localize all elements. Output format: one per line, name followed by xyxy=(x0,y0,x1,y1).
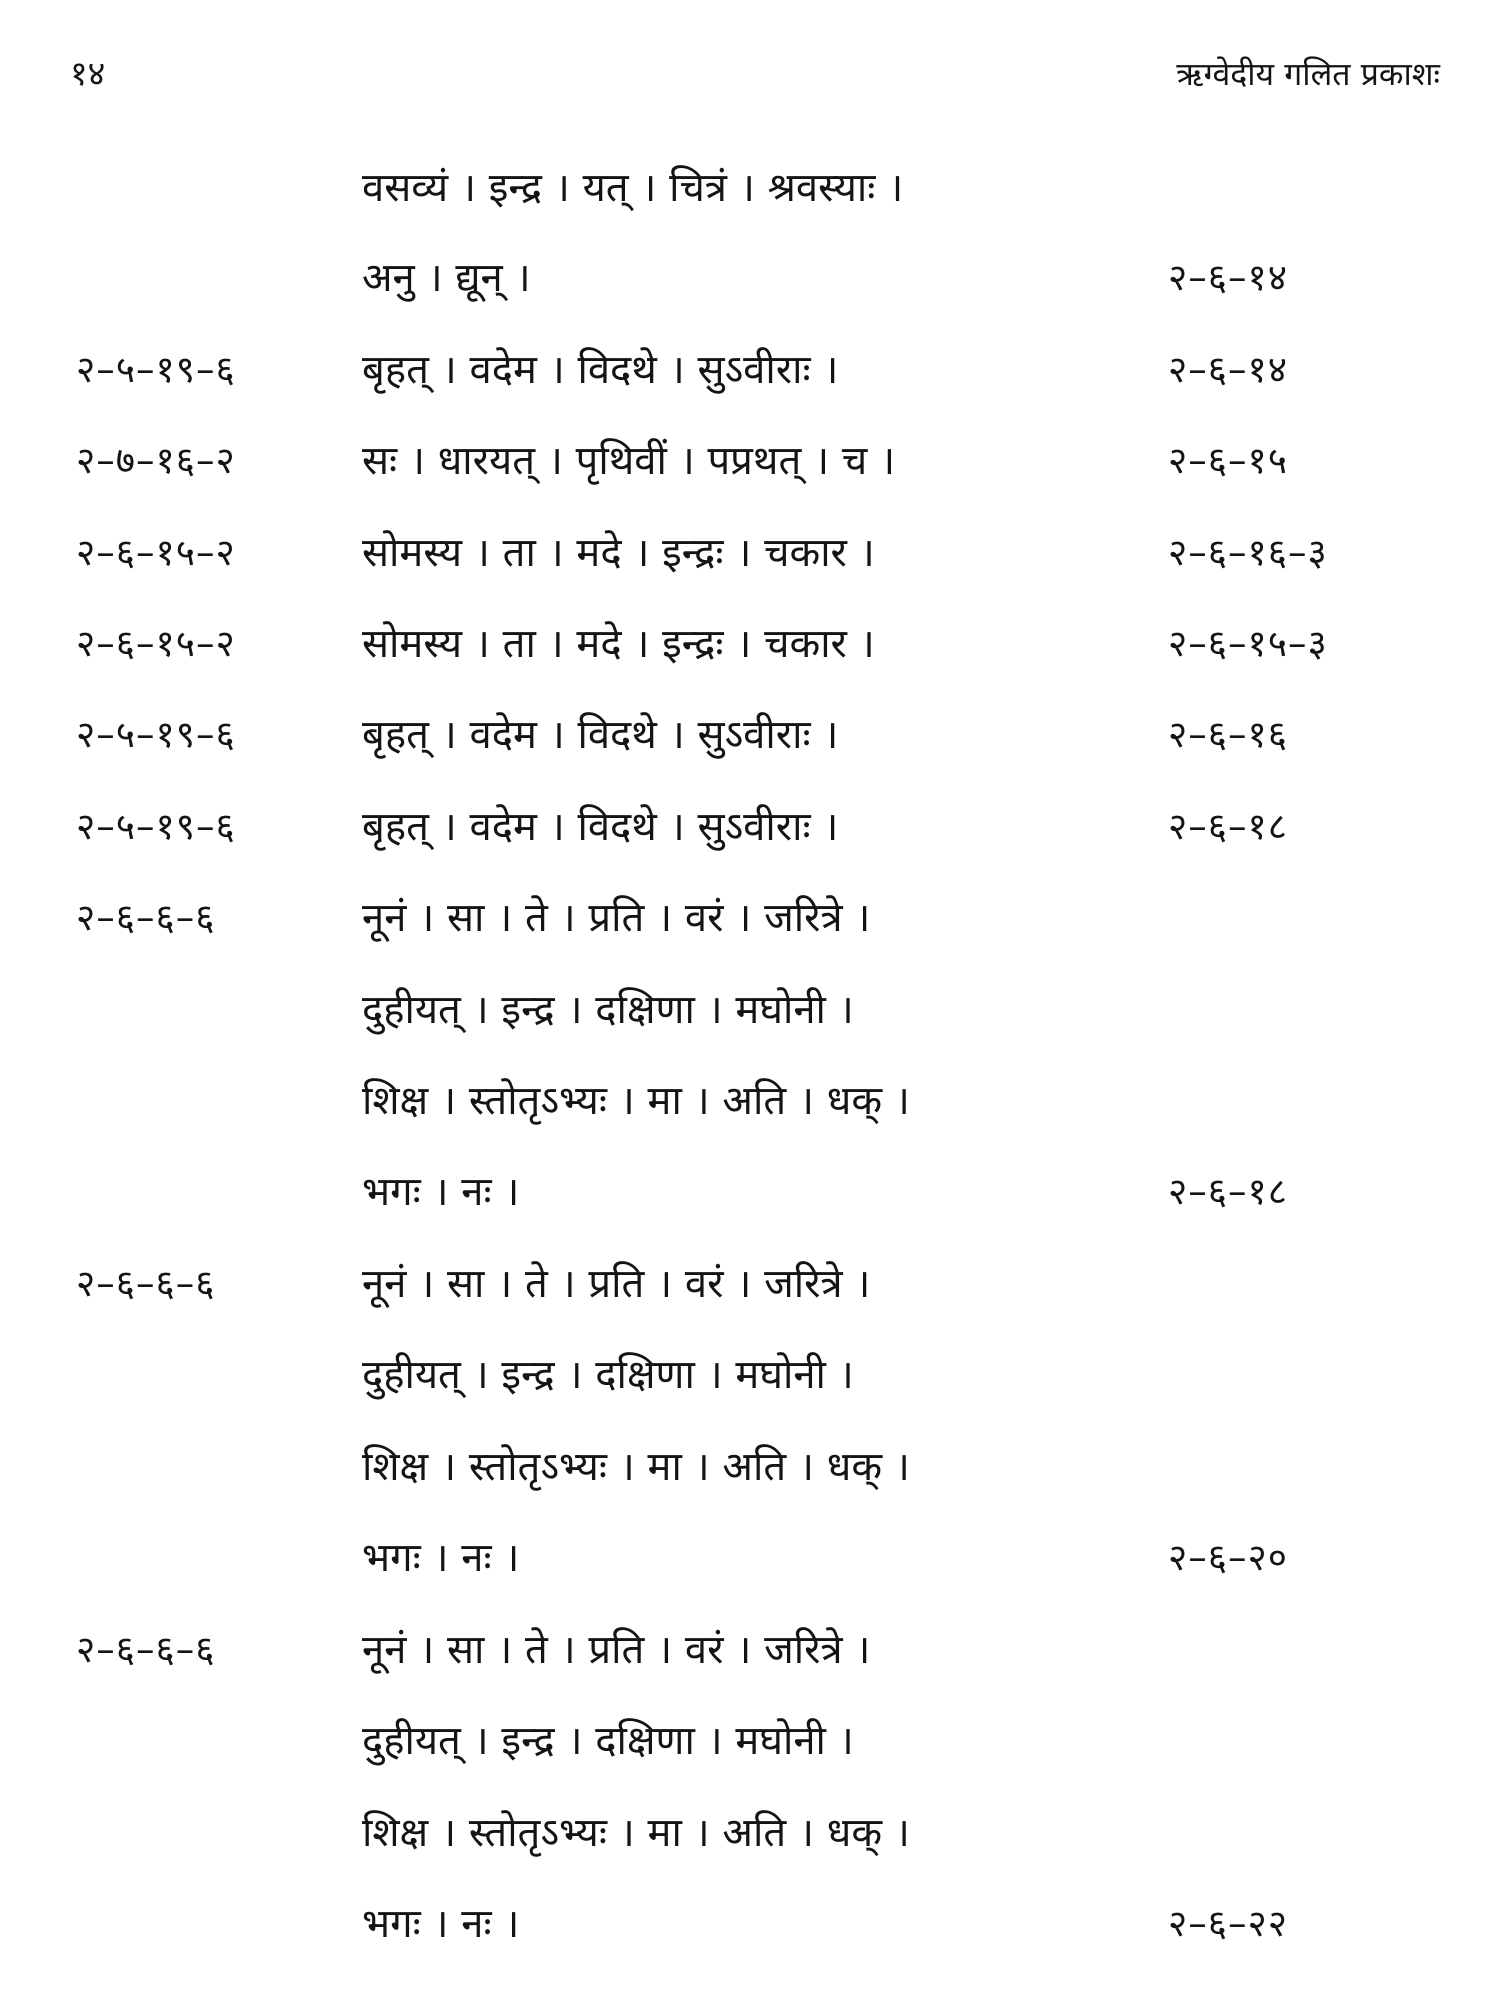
verse-text: भगः । नः । xyxy=(362,1169,520,1215)
verse-text: भगः । नः । xyxy=(362,1901,520,1947)
verse-text: दुहीयत् । इन्द्र । दक्षिणा । मघोनी । xyxy=(362,1352,854,1398)
left-reference: २–५–१९–६ xyxy=(76,348,236,391)
verse-row xyxy=(0,1518,1500,1598)
verse-row xyxy=(0,1610,1500,1690)
left-reference: २–५–१९–६ xyxy=(76,713,236,756)
verse-row xyxy=(0,238,1500,318)
verse-row xyxy=(0,878,1500,958)
left-reference: २–६–६–६ xyxy=(76,896,216,939)
right-reference: २–६–१८ xyxy=(1168,805,1288,848)
verse-text: शिक्ष । स्तोतृऽभ्यः । मा । अति । धक् । xyxy=(362,1078,910,1124)
verse-row xyxy=(0,1884,1500,1964)
verse-row xyxy=(0,330,1500,410)
verse-row xyxy=(0,604,1500,684)
verse-row xyxy=(0,1061,1500,1141)
right-reference: २–६–१४ xyxy=(1168,348,1288,391)
right-reference: २–६–२० xyxy=(1168,1536,1288,1579)
verse-text: बृहत् । वदेम । विदथे । सुऽवीराः । xyxy=(362,347,839,393)
running-title: ऋग्वेदीय गलित प्रकाशः xyxy=(1176,55,1440,93)
verse-row xyxy=(0,787,1500,867)
verse-row xyxy=(0,1335,1500,1415)
verse-row xyxy=(0,513,1500,593)
verse-row xyxy=(0,695,1500,775)
verse-row xyxy=(0,1793,1500,1873)
verse-text: अनु । द्यून् । xyxy=(362,255,531,301)
verse-row xyxy=(0,1427,1500,1507)
verse-text: नूनं । सा । ते । प्रति । वरं । जरित्रे । xyxy=(362,1261,871,1307)
right-reference: २–६–१६–३ xyxy=(1168,531,1328,574)
verse-row xyxy=(0,1701,1500,1781)
verse-text: दुहीयत् । इन्द्र । दक्षिणा । मघोनी । xyxy=(362,987,854,1033)
right-reference: २–६–१५ xyxy=(1168,439,1288,482)
verse-text: वसव्यं । इन्द्र । यत् । चित्रं । श्रवस्याः । xyxy=(362,165,904,211)
verse-text: सोमस्य । ता । मदे । इन्द्रः । चकार । xyxy=(362,530,875,576)
right-reference: २–६–१४ xyxy=(1168,256,1288,299)
verse-text: सोमस्य । ता । मदे । इन्द्रः । चकार । xyxy=(362,621,875,667)
verse-text: भगः । नः । xyxy=(362,1535,520,1581)
left-reference: २–६–६–६ xyxy=(76,1262,216,1305)
verse-text: शिक्ष । स्तोतृऽभ्यः । मा । अति । धक् । xyxy=(362,1444,910,1490)
page-number: १४ xyxy=(70,54,106,94)
right-reference: २–६–२२ xyxy=(1168,1902,1288,1945)
right-reference: २–६–१६ xyxy=(1168,713,1288,756)
verse-text: नूनं । सा । ते । प्रति । वरं । जरित्रे । xyxy=(362,895,871,941)
verse-text: सः । धारयत् । पृथिवीं । पप्रथत् । च । xyxy=(362,438,896,484)
verse-row xyxy=(0,1152,1500,1232)
right-reference: २–६–१८ xyxy=(1168,1170,1288,1213)
left-reference: २–६–६–६ xyxy=(76,1628,216,1671)
verse-text: शिक्ष । स्तोतृऽभ्यः । मा । अति । धक् । xyxy=(362,1810,910,1856)
left-reference: २–६–१५–२ xyxy=(76,531,236,574)
left-reference: २–७–१६–२ xyxy=(76,439,236,482)
verse-text: बृहत् । वदेम । विदथे । सुऽवीराः । xyxy=(362,712,839,758)
verse-row xyxy=(0,1244,1500,1324)
left-reference: २–६–१५–२ xyxy=(76,622,236,665)
verse-text: नूनं । सा । ते । प्रति । वरं । जरित्रे । xyxy=(362,1627,871,1673)
verse-text: दुहीयत् । इन्द्र । दक्षिणा । मघोनी । xyxy=(362,1718,854,1764)
verse-row xyxy=(0,421,1500,501)
verse-row xyxy=(0,970,1500,1050)
left-reference: २–५–१९–६ xyxy=(76,805,236,848)
verse-text: बृहत् । वदेम । विदथे । सुऽवीराः । xyxy=(362,804,839,850)
right-reference: २–६–१५–३ xyxy=(1168,622,1328,665)
verse-row xyxy=(0,148,1500,228)
